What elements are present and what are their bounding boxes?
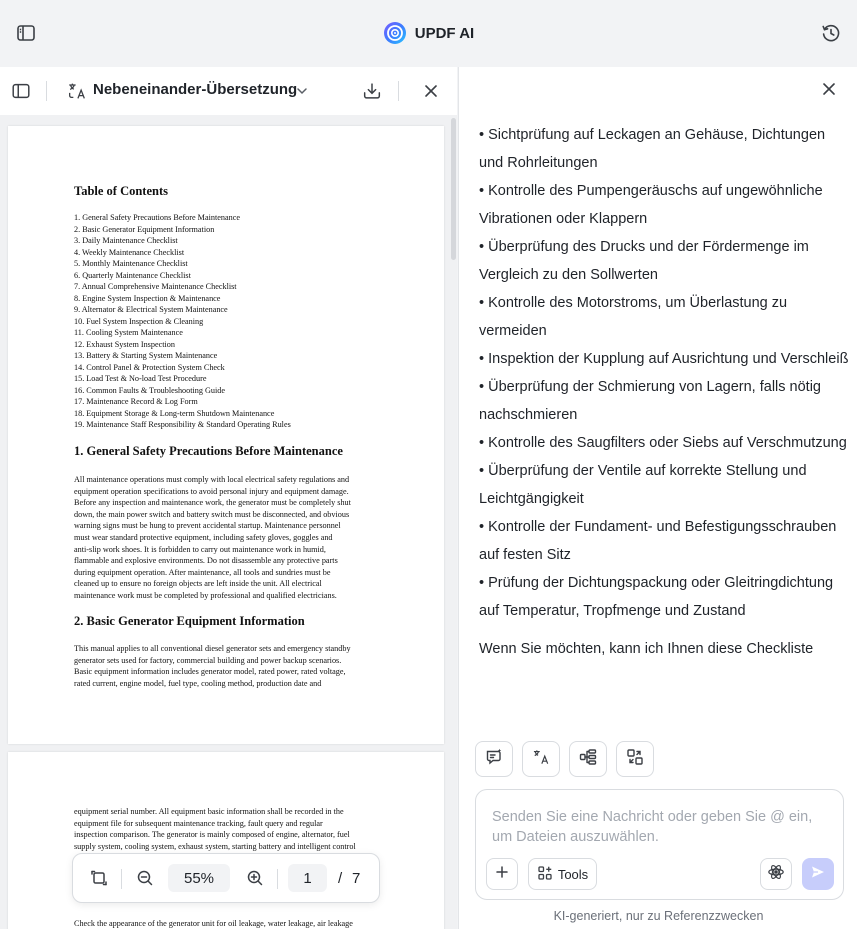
toc-entry: 9. Alternator & Electrical System Maintenance: [74, 305, 228, 314]
page-2-body: [74, 806, 374, 852]
checklist-item: • Kontrolle des Motorstroms, um Überlastung zu vermeiden: [479, 295, 788, 339]
body-line: during equipment operation. After maintenance, all tools and sundries must be: [74, 567, 331, 577]
thumbnail-panel-icon[interactable]: [9, 79, 33, 103]
toc-entry: 11. Cooling System Maintenance: [74, 328, 183, 337]
model-select-button[interactable]: [760, 858, 792, 890]
toolbar-divider: [398, 81, 399, 101]
body-line: rated current, engine model, fuel type, cooling method, production date and: [74, 678, 322, 688]
document-viewer[interactable]: [0, 115, 457, 929]
checklist-item: • Überprüfung des Drucks und der Fördermenge im Vergleich zu den Sollwerten: [479, 239, 809, 283]
checklist-item: • Kontrolle des Saugfilters oder Siebs auf Verschmutzung: [479, 435, 847, 451]
ai-answer: [479, 121, 851, 663]
toc-entry: 4. Weekly Maintenance Checklist: [74, 247, 185, 257]
zoombar-divider: [121, 869, 122, 889]
ai-chat-panel: [458, 67, 857, 929]
fit-page-icon[interactable]: [87, 866, 111, 890]
page-separator: /: [338, 870, 343, 887]
body-line: down, the main power switch and battery switch must be disconnected, and obvious: [74, 509, 350, 519]
section-1-heading: 1. General Safety Precautions Before Maintenance: [74, 444, 343, 458]
download-icon[interactable]: [360, 79, 384, 103]
toc-entry: 17. Maintenance Record & Log Form: [74, 397, 198, 406]
checklist-item: • Überprüfung der Schmierung von Lagern, falls nötig nachschmieren: [479, 379, 821, 423]
body-line: maintenance work must be completed by professional and qualified electricians.: [74, 590, 337, 600]
body-line: must wear standard protective equipment, including safety gloves, goggles and: [74, 532, 333, 542]
toc-entry: 10. Fuel System Inspection & Cleaning: [74, 316, 204, 326]
toc-entry: 5. Monthly Maintenance Checklist: [74, 259, 188, 268]
toc-entry: 3. Daily Maintenance Checklist: [74, 236, 178, 245]
body-line: Before any inspection and maintenance work, the generator must be completely shut: [74, 498, 351, 508]
close-icon[interactable]: [419, 79, 443, 103]
toc-entry: 15. Load Test & No-load Test Procedure: [74, 374, 207, 383]
body-line: generator sets used for factory, commercial building and power backup scenarios.: [74, 655, 342, 665]
document-toolbar: [0, 67, 457, 115]
compare-button[interactable]: [616, 741, 654, 777]
add-attachment-button[interactable]: [486, 858, 518, 890]
body-line: flammable and explosive environments. Do not disassemble any protective parts: [74, 556, 338, 566]
close-icon[interactable]: [817, 77, 841, 101]
body-line: This manual applies to all conventional diesel generator sets and emergency standby: [74, 644, 351, 653]
checklist-item: • Kontrolle der Fundament- und Befestigungsschrauben auf festen Sitz: [479, 519, 837, 563]
body-line: equipment operation specifications to avoid personal injury and equipment damage.: [74, 486, 349, 496]
mindmap-button[interactable]: [569, 741, 607, 777]
section-1-body: [74, 474, 374, 602]
app-title-text: UPDF AI: [414, 24, 475, 42]
title-bar: [0, 0, 857, 67]
toc-entry: 13. Battery & Starting System Maintenance: [74, 351, 218, 360]
checklist-item: • Inspektion der Kupplung auf Ausrichtung und Verschleiß: [479, 351, 849, 367]
toc-entry: 2. Basic Generator Equipment Information: [74, 224, 215, 234]
history-icon[interactable]: [819, 21, 843, 45]
zoombar-divider: [277, 869, 278, 889]
message-input[interactable]: [492, 807, 822, 851]
body-line: Basic equipment information includes generator model, rated power, rated voltage,: [74, 667, 346, 677]
current-page-field[interactable]: 1: [288, 864, 327, 892]
section-2-body: [74, 643, 374, 689]
body-line: cleaned up to ensure no foreign objects are left inside the unit. All electrical: [74, 579, 322, 589]
checklist-item: • Kontrolle des Pumpengeräuschs auf ungewöhnliche Vibrationen oder Klappern: [479, 183, 823, 227]
toc-list: [74, 212, 374, 431]
checklist-item: • Überprüfung der Ventile auf korrekte Stellung und Leichtgängigkeit: [479, 463, 807, 507]
body-line: equipment file for subsequent maintenance tracking, fault query and regular: [74, 818, 323, 828]
send-icon: [810, 864, 826, 885]
body-line: warning signs must be hung to prevent accidental startup. Maintenance personnel: [74, 521, 341, 531]
checklist-item: • Prüfung der Dichtungspackung oder Gleitringdichtung auf Temperatur, Tropfmenge und Zustand: [479, 575, 834, 619]
answer-closing-text: Wenn Sie möchten, kann ich Ihnen diese Checkliste: [479, 641, 814, 657]
summarize-icon: [484, 747, 504, 772]
tools-label: Tools: [557, 866, 589, 882]
send-button[interactable]: [802, 858, 834, 890]
chevron-down-icon[interactable]: [290, 79, 314, 103]
toc-entry: 1. General Safety Precautions Before Maintenance: [74, 213, 240, 222]
summarize-button[interactable]: [475, 741, 513, 777]
checklist-item: • Sichtprüfung auf Leckagen an Gehäuse, Dichtungen und Rohrleitungen: [479, 127, 826, 171]
ai-disclaimer: KI-generiert, nur zu Referenzzwecken: [553, 909, 764, 923]
quick-actions: [475, 741, 654, 777]
mindmap-icon: [578, 747, 598, 772]
document-panel: [0, 67, 457, 929]
body-line: supply system, cooling system, exhaust system, starting battery and intelligent control: [74, 841, 356, 851]
toc-entry: 18. Equipment Storage & Long-term Shutdown Maintenance: [74, 408, 275, 418]
body-line: All maintenance operations must comply with local electrical safety regulations and: [74, 475, 350, 484]
plus-icon: [494, 864, 510, 885]
section-2-heading: 2. Basic Generator Equipment Information: [74, 614, 305, 628]
pdf-page-1: [8, 126, 444, 744]
zoom-out-icon[interactable]: [133, 866, 157, 890]
zoom-in-icon[interactable]: [243, 866, 267, 890]
page-2-bottom-line: Check the appearance of the generator unit for oil leakage, water leakage, air leakage: [74, 919, 353, 928]
atom-icon: [767, 863, 785, 886]
toc-entry: 6. Quarterly Maintenance Checklist: [74, 270, 191, 280]
tools-button[interactable]: [528, 858, 597, 890]
tools-icon: [537, 865, 553, 884]
zoom-page-toolbar: [72, 853, 380, 903]
body-line: inspection comparison. The generator is mainly composed of engine, alternator, fuel: [74, 830, 350, 840]
zoom-level-field[interactable]: 55%: [168, 864, 230, 892]
compare-icon: [625, 747, 645, 772]
toolbar-divider: [46, 81, 47, 101]
body-line: anti-slip work shoes. It is forbidden to carry out maintenance work in humid,: [74, 544, 326, 554]
translate-icon: [65, 79, 89, 103]
translate-button[interactable]: [522, 741, 560, 777]
toc-entry: 14. Control Panel & Protection System Check: [74, 362, 225, 372]
updf-ai-logo-icon: [383, 21, 407, 45]
total-pages: 7: [352, 870, 361, 887]
translate-icon: [531, 747, 551, 772]
toc-title: Table of Contents: [74, 184, 168, 198]
toc-entry: 12. Exhaust System Inspection: [74, 339, 175, 349]
toc-entry: 7. Annual Comprehensive Maintenance Checklist: [74, 282, 237, 291]
app-title: [0, 20, 857, 46]
translation-mode-label[interactable]: Nebeneinander-Übersetzung: [93, 81, 298, 98]
document-scrollbar[interactable]: [451, 118, 456, 260]
toc-entry: 19. Maintenance Staff Responsibility & Standard Operating Rules: [74, 420, 291, 429]
message-composer: [475, 789, 844, 900]
body-line: equipment serial number. All equipment basic information shall be recorded in the: [74, 807, 344, 816]
toc-entry: 8. Engine System Inspection & Maintenance: [74, 293, 221, 303]
toc-entry: 16. Common Faults & Troubleshooting Guide: [74, 385, 226, 395]
